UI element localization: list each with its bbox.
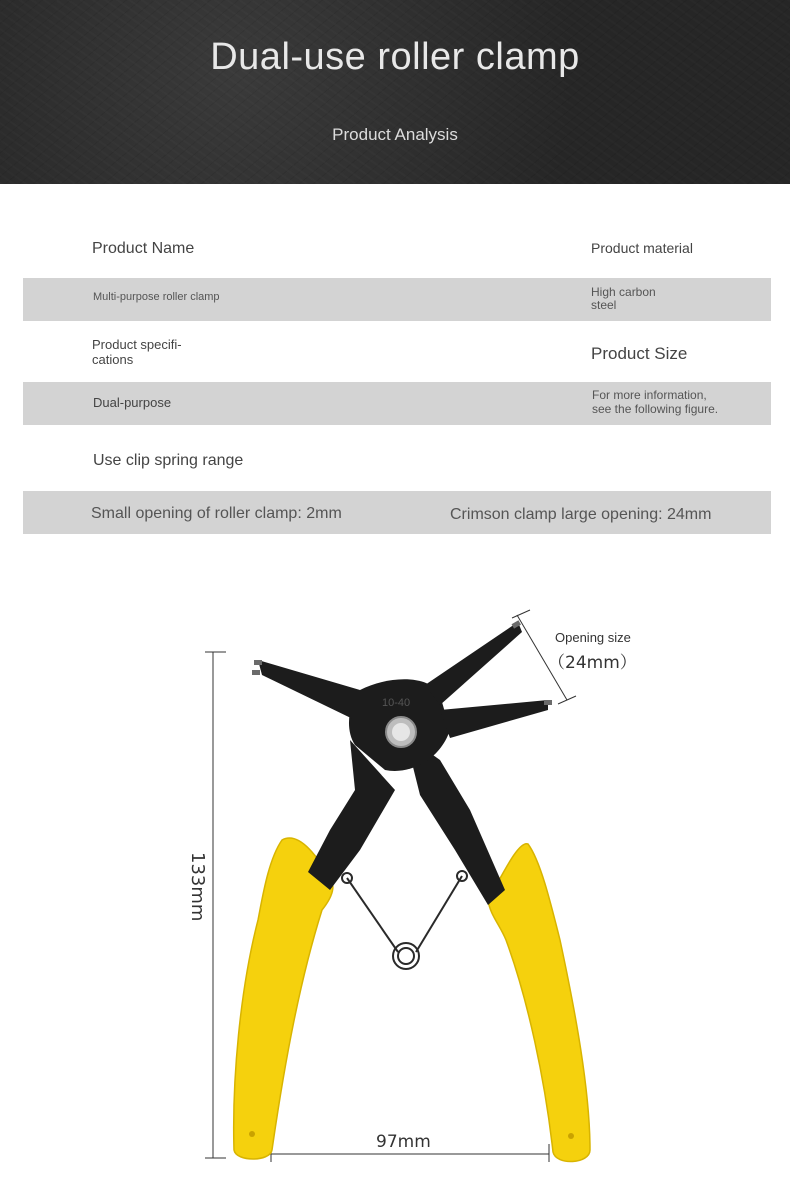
product-material-value <box>591 286 656 312</box>
table-row-spec-size-labels <box>23 325 771 380</box>
size-value-line1: For more information, <box>592 388 707 402</box>
product-specifications-label <box>92 337 182 367</box>
product-material-value-line2: steel <box>591 298 617 312</box>
range-label: Use clip spring range <box>93 452 244 469</box>
product-name-value: Multi-purpose roller clamp <box>93 291 220 303</box>
width-value: 97mm <box>376 1132 431 1152</box>
opening-size-label: Opening size <box>555 630 631 645</box>
page-subtitle: Product Analysis <box>332 125 458 144</box>
spring <box>342 871 467 969</box>
page-title: Dual-use roller clamp <box>210 36 580 78</box>
header-banner <box>0 0 790 184</box>
table-row-range-values <box>23 491 771 534</box>
opening-size-value: （24mm） <box>548 653 637 673</box>
product-size-label: Product Size <box>591 344 688 363</box>
pivot-rivet <box>386 717 416 747</box>
left-handle <box>234 838 333 1159</box>
product-material-value-line1: High carbon <box>591 285 656 299</box>
pivot-mark: 10-40 <box>382 697 411 709</box>
range-small-opening: Small opening of roller clamp: 2mm <box>91 505 342 522</box>
product-name-label: Product Name <box>92 240 195 257</box>
spec-label-line2: cations <box>92 352 134 367</box>
table-row-spec-size-values <box>23 382 771 425</box>
table-row-name-material-labels <box>23 224 771 274</box>
table-row-name-material-values <box>23 278 771 321</box>
table-row-range-label <box>23 440 771 486</box>
size-value <box>592 388 718 416</box>
product-figure <box>0 560 790 1199</box>
spec-label-line1: Product specifi- <box>92 337 182 352</box>
size-value-line2: see the following figure. <box>592 402 719 416</box>
height-value: 133mm <box>187 852 208 922</box>
leather-texture <box>0 0 790 184</box>
range-large-opening: Crimson clamp large opening: 24mm <box>450 506 712 523</box>
product-material-label: Product material <box>591 240 693 256</box>
spec-value: Dual-purpose <box>93 395 172 410</box>
circlip-pliers-illustration <box>0 560 790 1199</box>
